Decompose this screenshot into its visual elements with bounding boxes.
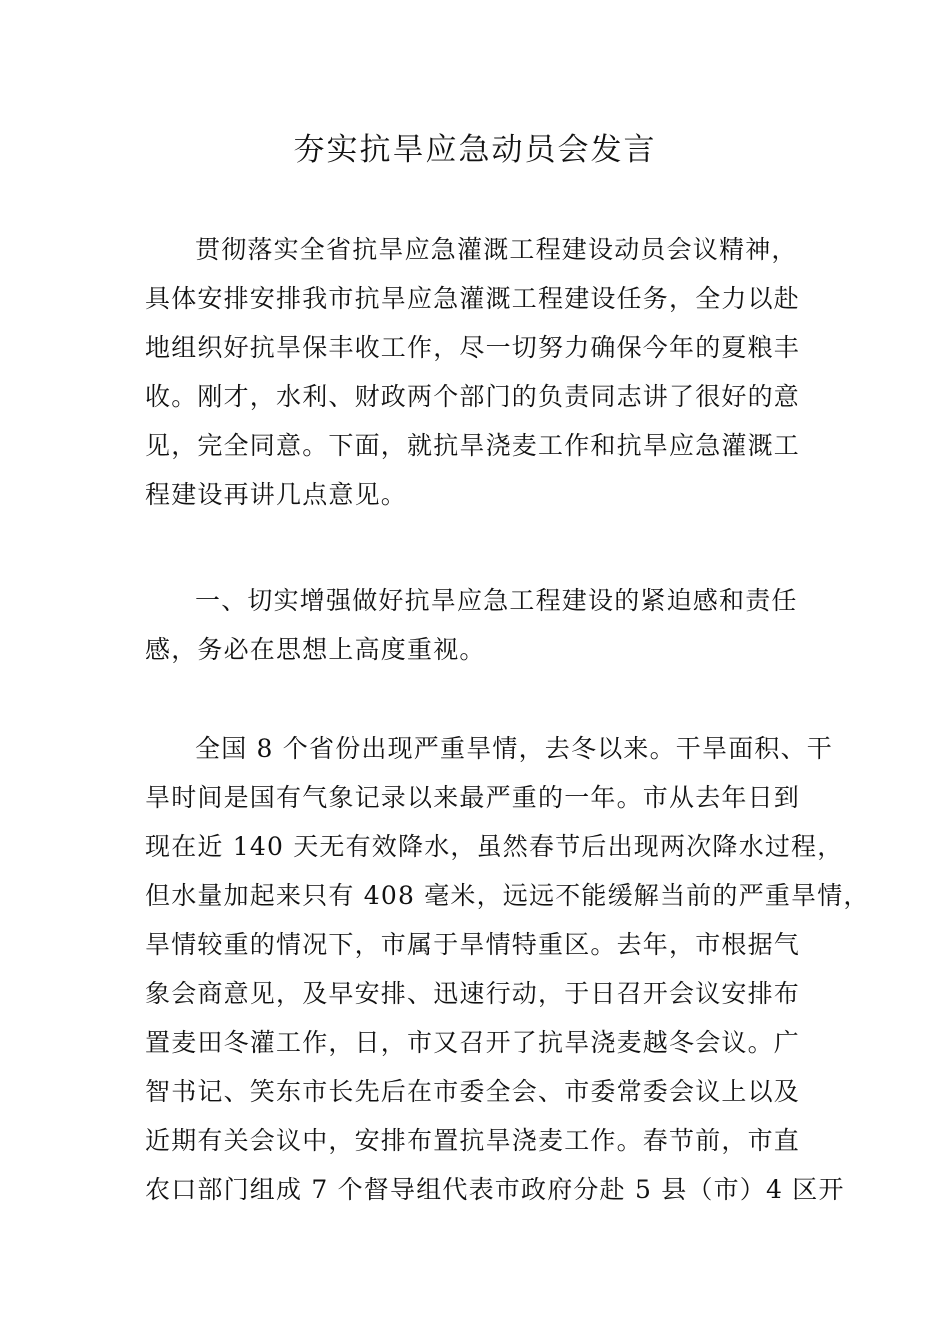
text-line: 程建设再讲几点意见。 <box>145 480 408 509</box>
page-title: 夯实抗旱应急动员会发言 <box>293 132 657 168</box>
text-line: 收。刚才，水利、财政两个部门的负责同志讲了很好的意 <box>145 382 801 411</box>
text-line: 但水量加起来只有 408 毫米，远远不能缓解当前的严重旱情， <box>145 881 870 910</box>
text-line: 旱时间是国有气象记录以来最严重的一年。市从去年日到 <box>145 783 801 812</box>
text-line: 全国 8 个省份出现严重旱情，去冬以来。干旱面积、干 <box>195 734 834 763</box>
text-line: 见，完全同意。下面，就抗旱浇麦工作和抗旱应急灌溉工 <box>145 431 801 460</box>
text-line: 现在近 140 天无有效降水，虽然春节后出现两次降水过程， <box>145 832 844 861</box>
text-line: 置麦田冬灌工作，日，市又召开了抗旱浇麦越冬会议。广 <box>145 1028 801 1057</box>
text-line: 近期有关会议中，安排布置抗旱浇麦工作。春节前，市直 <box>145 1126 801 1155</box>
text-line: 象会商意见，及早安排、迅速行动，于日召开会议安排布 <box>145 979 801 1008</box>
text-line: 旱情较重的情况下，市属于旱情特重区。去年，市根据气 <box>145 930 801 959</box>
text-line: 地组织好抗旱保丰收工作，尽一切努力确保今年的夏粮丰 <box>145 333 801 362</box>
text-line: 感，务必在思想上高度重视。 <box>145 635 486 664</box>
text-line: 智书记、笑东市长先后在市委全会、市委常委会议上以及 <box>145 1077 801 1106</box>
paragraph-drought-situation <box>145 724 870 1214</box>
text-line: 一、切实增强做好抗旱应急工程建设的紧迫感和责任 <box>195 586 798 615</box>
text-line: 具体安排安排我市抗旱应急灌溉工程建设任务，全力以赴 <box>145 284 801 313</box>
text-line: 贯彻落实全省抗旱应急灌溉工程建设动员会议精神， <box>195 235 798 264</box>
text-line: 农口部门组成 7 个督导组代表市政府分赴 5 县（市）4 区开 <box>145 1175 845 1204</box>
paragraph-intro <box>145 225 813 519</box>
section-heading-one <box>145 576 813 674</box>
